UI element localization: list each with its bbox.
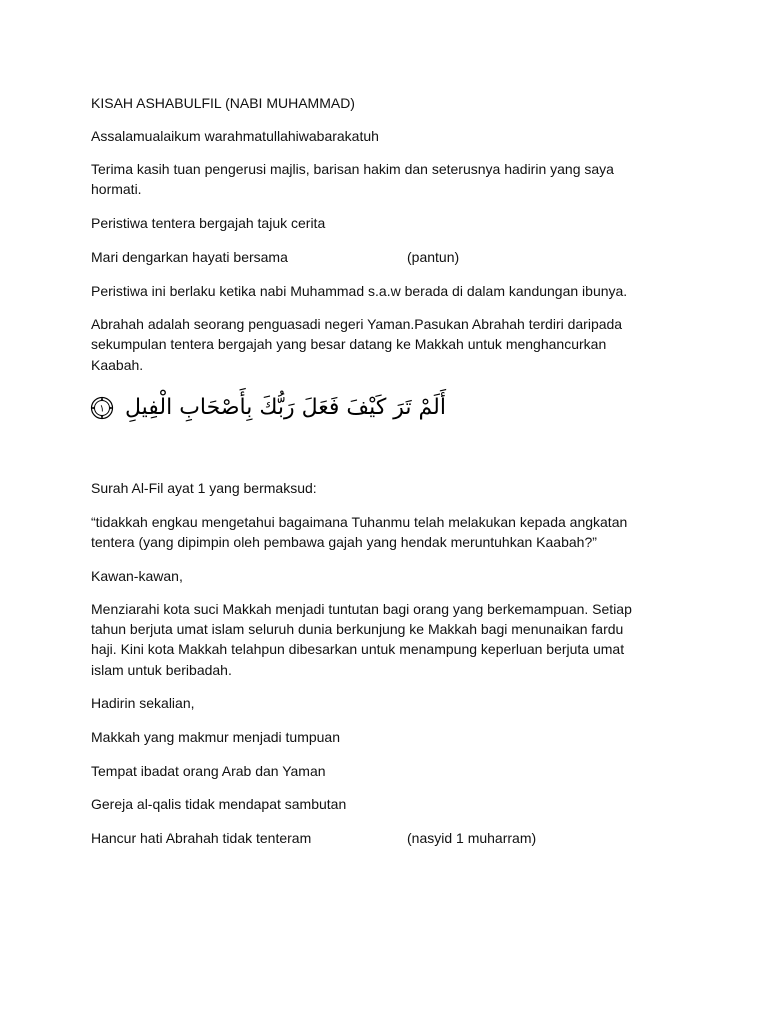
paragraph-pantun-intro xyxy=(91,247,460,267)
paragraph-surah-intro: Surah Al-Fil ayat 1 yang bermaksud: xyxy=(91,480,317,496)
ayah-number-icon xyxy=(90,396,114,420)
paragraph-makkah-line-2: tahun berjuta umat islam seluruh dunia berkunjung ke Makkah bagi menunaikan fardu xyxy=(91,621,624,637)
paragraph-topic: Peristiwa tentera bergajah tajuk cerita xyxy=(91,215,326,231)
svg-text:١: ١ xyxy=(99,403,105,415)
paragraph-thanks-line-1: Terima kasih tuan pengerusi majlis, barisan hakim dan seterusnya hadirin yang saya xyxy=(91,161,614,177)
nasyid-tag: (nasyid 1 muharram) xyxy=(407,830,537,846)
greeting-line: Assalamualaikum warahmatullahiwabarakatuh xyxy=(91,128,379,144)
paragraph-translation-line-1: “tidakkah engkau mengetahui bagaimana Tuhanmu telah melakukan kepada angkatan xyxy=(91,514,628,530)
paragraph-makkah-line-1: Menziarahi kota suci Makkah menjadi tuntutan bagi orang yang berkemampuan. Setiap xyxy=(91,601,632,617)
quran-verse xyxy=(99,390,446,426)
paragraph-makkah-line-3: haji. Kini kota Makkah telahpun dibesarkan untuk menampung keperluan berjuta umat xyxy=(91,641,625,657)
paragraph-translation-line-2: tentera (yang dipimpin oleh pembawa gajah yang hendak meruntuhkan Kaabah?” xyxy=(91,534,597,550)
document-title: KISAH ASHABULFIL (NABI MUHAMMAD) xyxy=(91,95,355,111)
paragraph-thanks-line-2: hormati. xyxy=(91,181,142,197)
nasyid-line-4 xyxy=(91,828,537,848)
nasyid-line-3: Gereja al-qalis tidak mendapat sambutan xyxy=(91,796,347,812)
paragraph-abrahah-line-3: Kaabah. xyxy=(91,357,144,373)
nasyid-line-1: Makkah yang makmur menjadi tumpuan xyxy=(91,729,341,745)
nasyid-line-4-text: Hancur hati Abrahah tidak tenteram xyxy=(91,830,312,846)
pantun-intro-text: Mari dengarkan hayati bersama xyxy=(91,249,288,265)
pantun-tag: (pantun) xyxy=(407,249,460,265)
paragraph-kawan: Kawan-kawan, xyxy=(91,568,183,584)
quran-verse-text: أَلَمْ تَرَ كَيْفَ فَعَلَ رَبُّكَ بِأَصْحَابِ الْفِيلِ xyxy=(124,395,446,420)
paragraph-event: Peristiwa ini berlaku ketika nabi Muhammad s.a.w berada di dalam kandungan ibunya. xyxy=(91,283,628,299)
paragraph-abrahah-line-1: Abrahah adalah seorang penguasadi negeri Yaman.Pasukan Abrahah terdiri daripada xyxy=(91,316,623,332)
paragraph-makkah-line-4: islam untuk beribadah. xyxy=(91,662,232,678)
nasyid-line-2: Tempat ibadat orang Arab dan Yaman xyxy=(91,763,326,779)
paragraph-hadirin: Hadirin sekalian, xyxy=(91,695,195,711)
paragraph-abrahah-line-2: sekumpulan tentera bergajah yang besar datang ke Makkah untuk menghancurkan xyxy=(91,336,607,352)
